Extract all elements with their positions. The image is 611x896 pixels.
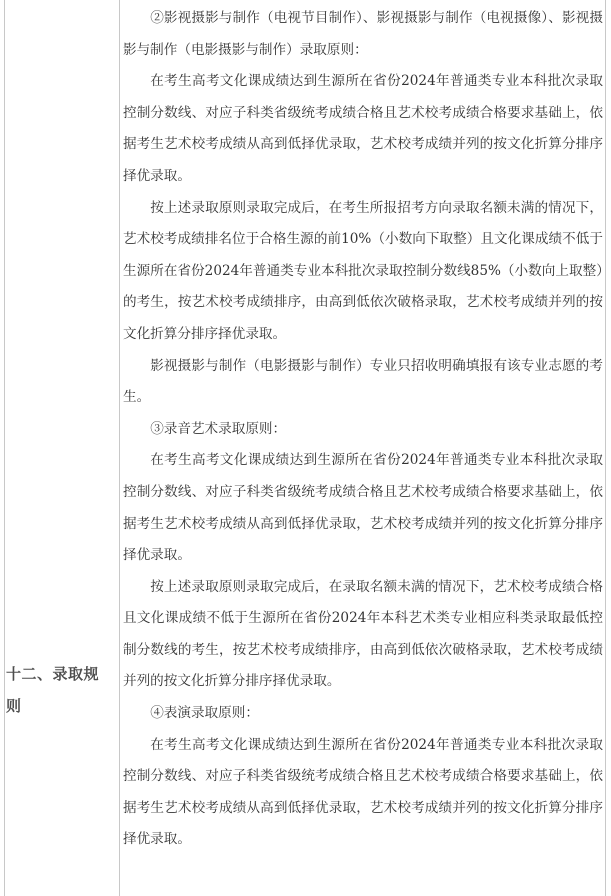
rules-content xyxy=(123,3,603,856)
rule-paragraph: 在考生高考文化课成绩达到生源所在省份2024年普通类专业本科批次录取控制分数线、对应子科类省级统考成绩合格且艺术校考成绩合格要求基础上，依据考生艺术校考成绩从高到低择优录取，艺术校考成绩并列的按文化折算分排序择优录取。 xyxy=(123,73,603,184)
table-label-cell xyxy=(4,0,120,896)
rule-paragraph: ③录音艺术录取原则： xyxy=(150,420,287,437)
rule-paragraph: 在考生高考文化课成绩达到生源所在省份2024年普通类专业本科批次录取控制分数线、对应子科类省级统考成绩合格且艺术校考成绩合格要求基础上，依据考生艺术校考成绩从高到低择优录取，艺术校考成绩并列的按文化折算分排序择优录取。 xyxy=(123,452,603,564)
rule-paragraph: ④表演录取原则： xyxy=(150,705,259,722)
rule-paragraph: ②影视摄影与制作（电视节目制作）、影视摄影与制作（电视摄像）、影视摄影与制作（电影摄影与制作）录取原则： xyxy=(123,10,603,58)
rule-paragraph: 在考生高考文化课成绩达到生源所在省份2024年普通类专业本科批次录取控制分数线、对应子科类省级统考成绩合格且艺术校考成绩合格要求基础上，依据考生艺术校考成绩从高到低择优录取，艺术校考成绩并列的按文化折算分排序择优录取。 xyxy=(123,736,603,848)
rule-paragraph: 按上述录取原则录取完成后，在录取名额未满的情况下，艺术校考成绩合格且文化课成绩不低于生源所在省份2024年本科艺术类专业相应科类录取最低控制分数线的考生，按艺术校考成绩排序，由高到低依次破格录取，艺术校考成绩并列的按文化折算分排序择优录取。 xyxy=(123,578,603,690)
section-heading: 十二、录取规则 xyxy=(6,665,100,715)
rule-paragraph: 按上述录取原则录取完成后，在考生所报招考方向录取名额未满的情况下，艺术校考成绩排名位于合格生源的前10%（小数向下取整）且文化课成绩不低于生源所在省份2024年普通类专业本科批次录取控制分数线85%（小数向上取整）的考生，按艺术校考成绩排序，由高到低依次破格录取，艺术校考成绩并列的按文化折算分排序择优录取。 xyxy=(123,199,603,342)
rule-paragraph: 影视摄影与制作（电影摄影与制作）专业只招收明确填报有该专业志愿的考生。 xyxy=(123,357,603,406)
